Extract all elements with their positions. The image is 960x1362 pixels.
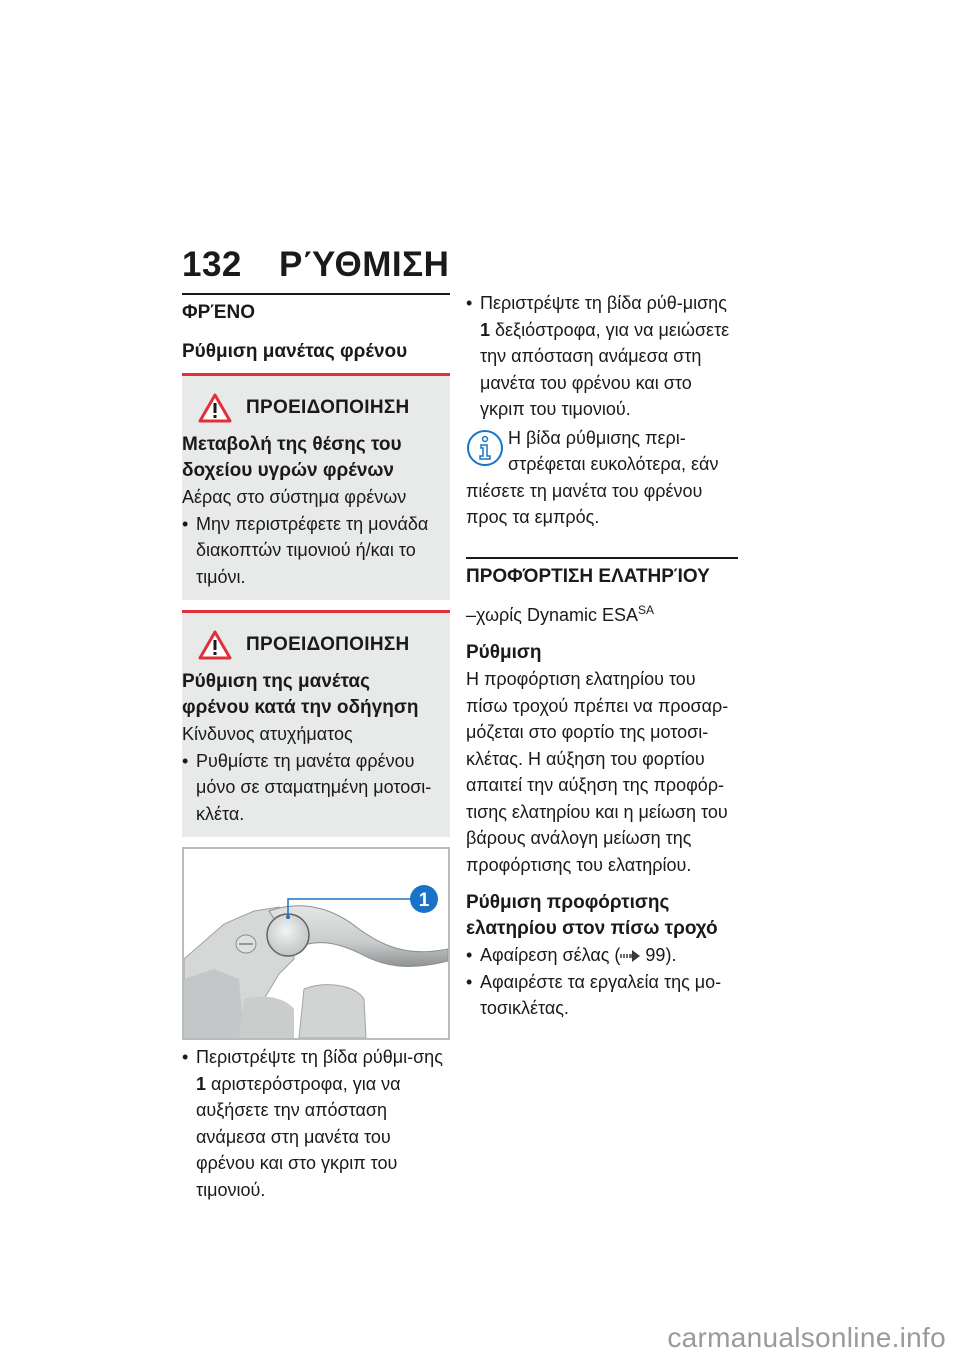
warning-instruction: • Ρυθμίστε τη μανέτα φρένου μόνο σε σταματημένη μοτοσι-κλέτα. xyxy=(182,748,438,828)
info-note xyxy=(466,425,738,531)
step-turn-counterclockwise xyxy=(182,1044,450,1203)
warning-heading-line: δοχείου υγρών φρένων xyxy=(182,460,394,481)
warning-heading xyxy=(182,669,438,721)
section-title-spring-preload: ΠΡΟΦΌΡΤΙΣΗ ΕΛΑΤΗΡΊΟΥ xyxy=(466,565,710,587)
setting-heading: Ρύθμιση xyxy=(466,642,542,663)
page-number: 132 xyxy=(182,245,242,284)
setting-body: Η προφόρτιση ελατηρίου του πίσω τροχού πρέπει να προσαρ-μόζεται στο φορτίο της μοτοσι-κλέτας. Η αύξηση του φορτίου απαιτεί την αύξηση της προφόρ-τισης ελατηρίου και η μείωση του βάρους ανάλογη μείωση της προφόρτισης του ελατηρίου. xyxy=(466,669,729,875)
warning-hazard: Αέρας στο σύστημα φρένων xyxy=(182,487,407,507)
warning-instruction: • Μην περιστρέφετε τη μονάδα διακοπτών τιμονιού ή/και το τιμόνι. xyxy=(182,511,438,591)
step-text: δεξιόστροφα, για να μειώσετε την απόσταση ανάμεσα στη μανέτα του φρένου και στο γκριπ του τιμονιού. xyxy=(480,319,730,419)
procedure-heading xyxy=(466,890,738,942)
warning-hazard: Κίνδυνος ατυχήματος xyxy=(182,724,353,744)
condition-line xyxy=(466,597,738,629)
subsection-title-brake-lever: Ρύθμιση μανέτας φρένου xyxy=(182,341,408,362)
section-divider xyxy=(466,557,738,559)
step-text: Περιστρέψτε τη βίδα ρύθμι-σης xyxy=(196,1047,443,1067)
warning-box-brake-reservoir xyxy=(182,373,450,600)
condition-superscript: SA xyxy=(637,602,654,617)
page-reference-arrow-icon xyxy=(620,950,640,962)
step-text: ). xyxy=(665,945,677,965)
warning-triangle-icon xyxy=(198,630,232,660)
callout-number: 1 xyxy=(418,890,430,911)
warning-heading-line: Ρύθμιση της μανέτας xyxy=(182,671,370,692)
watermark: carmanualsonline.info xyxy=(667,1322,946,1353)
procedure-heading-line: Ρύθμιση προφόρτισης xyxy=(466,892,670,913)
step-text: αριστερόστροφα, για να αυξήσετε την απόσταση ανάμεσα στη μανέτα του φρένου και στο γκριπ του τιμονιού. xyxy=(196,1073,401,1200)
warning-triangle-icon xyxy=(198,393,232,423)
section-title-brake: ΦΡΈΝΟ xyxy=(182,302,255,323)
step-text: Αφαίρεση σέλας ( xyxy=(480,945,621,965)
warning-box-lever-adjust-while-riding xyxy=(182,610,450,837)
right-column xyxy=(466,290,738,1022)
warning-label: ΠΡΟΕΙΔΟΠΟΙΗΣΗ xyxy=(246,397,410,418)
section-divider xyxy=(182,293,450,295)
procedure-step-remove-tools: • Αφαιρέστε τα εργαλεία της μο-τοσικλέτας. xyxy=(466,969,738,1022)
step-ref: 1 xyxy=(480,319,491,340)
info-note-text: πιέσετε τη μανέτα του φρένου προς τα εμπρός. xyxy=(466,480,703,527)
warning-label: ΠΡΟΕΙΔΟΠΟΙΗΣΗ xyxy=(246,634,410,655)
chapter-title: ΡΎΘΜΙΣΗ xyxy=(279,245,450,284)
info-note-text: Η βίδα ρύθμισης περι- xyxy=(508,427,686,448)
info-icon xyxy=(466,429,504,467)
warning-heading xyxy=(182,432,438,484)
condition-text: –χωρίς Dynamic ESA xyxy=(466,604,638,625)
procedure-heading-line: ελατηρίου στον πίσω τροχό xyxy=(466,918,718,939)
brake-lever-figure xyxy=(182,847,450,1040)
brake-lever-illustration xyxy=(184,849,448,1038)
procedure-step-remove-seat xyxy=(466,942,738,969)
step-turn-clockwise xyxy=(466,290,738,423)
warning-heading-line: φρένου κατά την οδήγηση xyxy=(182,697,419,718)
warning-heading-line: Μεταβολή της θέσης του xyxy=(182,434,402,455)
left-column xyxy=(182,293,450,1203)
info-note-text: στρέφεται ευκολότερα, εάν xyxy=(508,454,719,474)
step-ref: 1 xyxy=(196,1073,207,1094)
page-reference[interactable]: 99 xyxy=(645,945,666,965)
step-text: Περιστρέψτε τη βίδα ρύθ-μισης xyxy=(480,293,727,313)
